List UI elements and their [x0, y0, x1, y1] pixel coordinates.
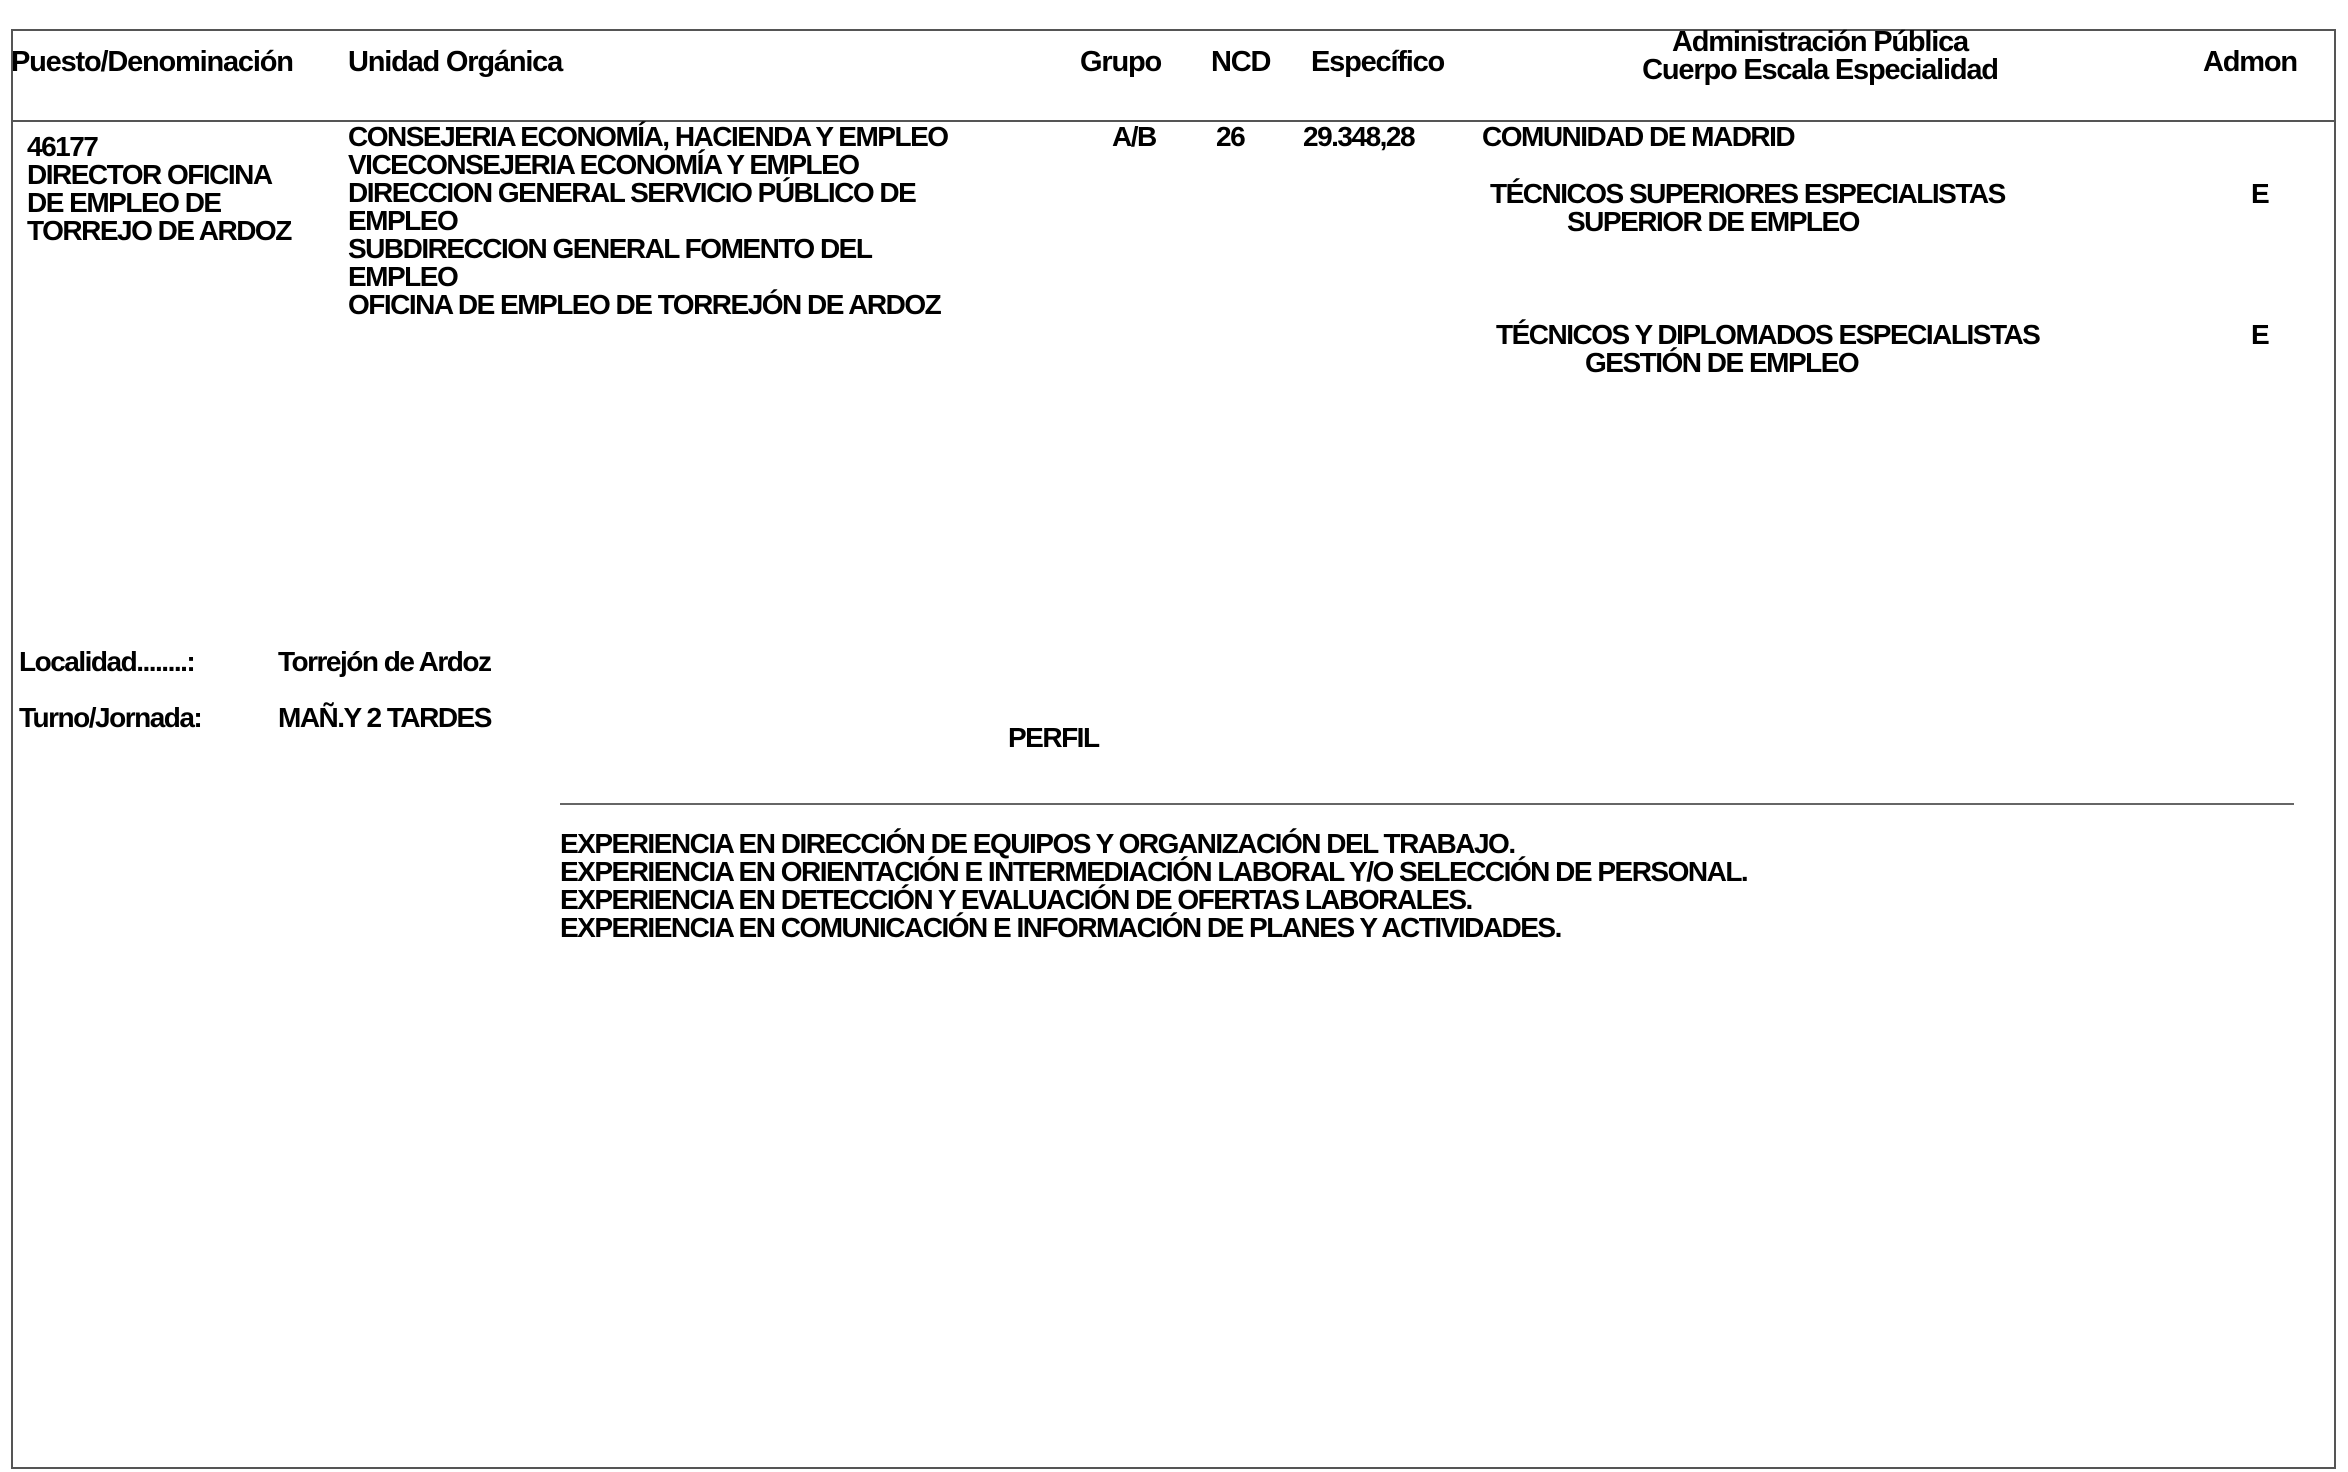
- perfil-divider: [560, 803, 2294, 805]
- escala-1: SUPERIOR DE EMPLEO: [1567, 206, 1859, 237]
- denominacion-line: DIRECTOR OFICINA: [27, 159, 272, 190]
- perfil-item: EXPERIENCIA EN ORIENTACIÓN E INTERMEDIACIÓN LABORAL Y/O SELECCIÓN DE PERSONAL.: [560, 856, 1748, 887]
- localidad-value: Torrejón de Ardoz: [278, 646, 491, 677]
- header-admon: Admon: [2203, 46, 2297, 78]
- header-unidad: Unidad Orgánica: [348, 46, 563, 78]
- header-administracion: Administración Pública: [1672, 26, 1968, 58]
- unidad-line: SUBDIRECCION GENERAL FOMENTO DEL: [348, 233, 872, 264]
- header-ncd: NCD: [1211, 46, 1271, 78]
- admon-1: E: [2251, 178, 2269, 209]
- perfil-item: EXPERIENCIA EN COMUNICACIÓN E INFORMACIÓN DE PLANES Y ACTIVIDADES.: [560, 912, 1561, 943]
- ncd-value: 26: [1216, 121, 1245, 152]
- header-especifico: Específico: [1311, 46, 1445, 78]
- turno-label: Turno/Jornada:: [19, 702, 202, 733]
- unidad-organica: [348, 123, 948, 319]
- cuerpo-1: TÉCNICOS SUPERIORES ESPECIALISTAS: [1490, 178, 2005, 209]
- header-grupo: Grupo: [1080, 46, 1161, 78]
- unidad-line: EMPLEO: [348, 205, 458, 236]
- perfil-title: PERFIL: [1008, 722, 1099, 753]
- unidad-line: CONSEJERIA ECONOMÍA, HACIENDA Y EMPLEO: [348, 121, 948, 152]
- escala-2: GESTIÓN DE EMPLEO: [1585, 347, 1859, 378]
- grupo-value: A/B: [1112, 121, 1156, 152]
- perfil-item: EXPERIENCIA EN DETECCIÓN Y EVALUACIÓN DE OFERTAS LABORALES.: [560, 884, 1472, 915]
- cuerpo-2: TÉCNICOS Y DIPLOMADOS ESPECIALISTAS: [1496, 319, 2040, 350]
- unidad-line: OFICINA DE EMPLEO DE TORREJÓN DE ARDOZ: [348, 289, 941, 320]
- denominacion-line: TORREJO DE ARDOZ: [27, 215, 291, 246]
- especifico-value: 29.348,28: [1303, 121, 1415, 152]
- unidad-line: VICECONSEJERIA ECONOMÍA Y EMPLEO: [348, 149, 859, 180]
- header-cuerpo-escala: Cuerpo Escala Especialidad: [1642, 54, 1998, 86]
- perfil-list: [560, 830, 1747, 942]
- turno-value: MAÑ.Y 2 TARDES: [278, 702, 491, 733]
- puesto-codigo: 46177: [27, 131, 98, 162]
- unidad-line: DIRECCION GENERAL SERVICIO PÚBLICO DE: [348, 177, 916, 208]
- administracion-value: COMUNIDAD DE MADRID: [1482, 121, 1795, 152]
- localidad-label: Localidad........:: [19, 646, 195, 677]
- denominacion-line: DE EMPLEO DE: [27, 187, 221, 218]
- perfil-item: EXPERIENCIA EN DIRECCIÓN DE EQUIPOS Y ORGANIZACIÓN DEL TRABAJO.: [560, 828, 1515, 859]
- unidad-line: EMPLEO: [348, 261, 458, 292]
- puesto-denominacion: [27, 161, 291, 245]
- admon-2: E: [2251, 319, 2269, 350]
- header-puesto: Puesto/Denominación: [11, 46, 293, 78]
